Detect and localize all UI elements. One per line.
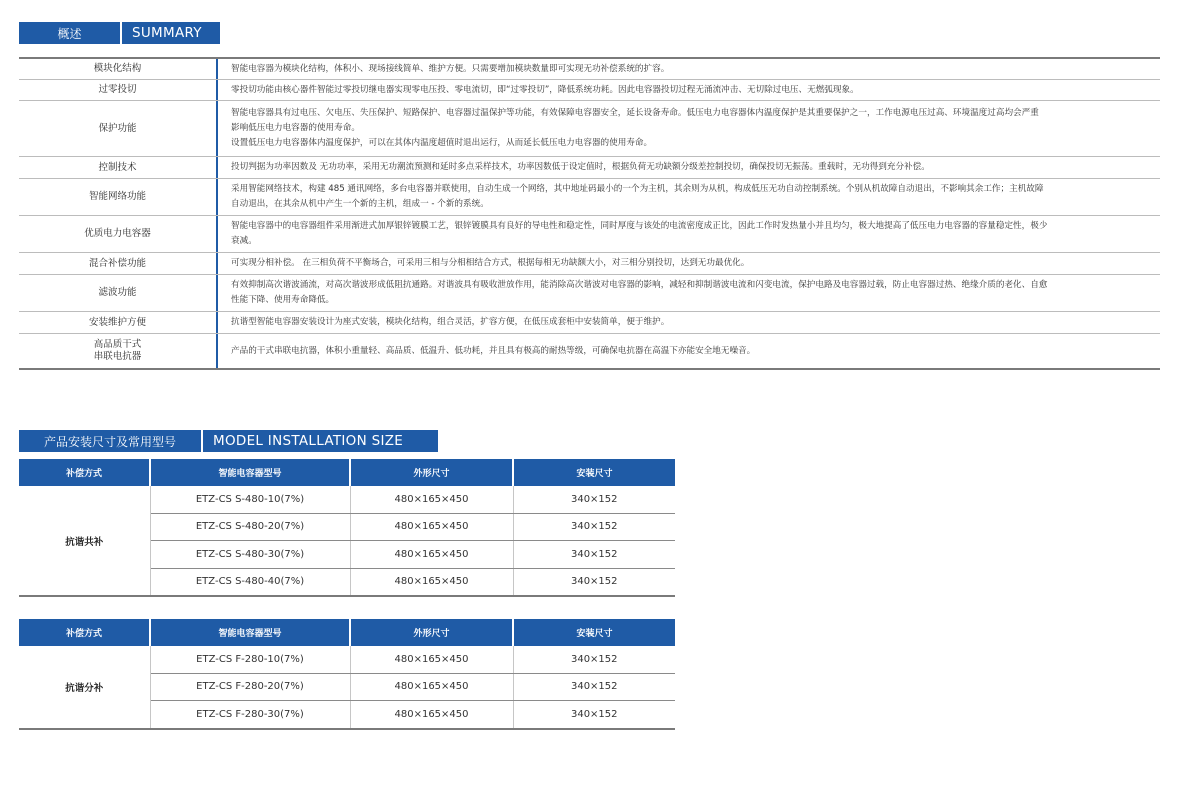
summary-row [19,253,1160,275]
dimension-cell: 480×165×450 [350,701,513,729]
model-cell: ETZ-CS S-480-10(7%) [150,486,350,513]
model-cell: ETZ-CS S-480-30(7%) [150,541,350,569]
summary-row-text: 零投切功能由核心器件智能过零投切继电器实现零电压投、零电流切，即“过零投切”，降低系统功耗。因此电容器投切过程无涌流冲击、无切除过电压、无燃弧现象。 [231,84,859,95]
summary-row [19,179,1160,216]
model-table-common [19,459,675,597]
summary-row-text: 有效抑制高次谐波涌流，对高次谐波形成低阻抗通路。对谐波具有吸收泄放作用，能消除高次谐波对电容器的影响，减轻和抑制谐波电流和闪变电流，保护电路及电容器过载，防止电容器过热、绝缘介质的老化、自愈 性能下降、使用寿命降低。 [231,280,1048,305]
table-header-row [19,459,675,486]
dimension-cell: 480×165×450 [350,673,513,701]
dimension-cell: 480×165×450 [350,646,513,673]
summary-row-label: 安装维护方便 [19,312,218,333]
model-cell: ETZ-CS S-480-20(7%) [150,513,350,541]
summary-row [19,275,1160,312]
summary-row-text: 智能电容器中的电容器组件采用渐进式加厚银锌镀膜工艺，银锌镀膜具有良好的导电性和稳定性，同时厚度与该处的电流密度成正比，因此工作时发热量小并且均匀，极大地提高了低压电力电容器的容量稳定性，极少 衰减。 [231,221,1048,246]
summary-row-text: 产品的干式串联电抗器，体积小重量轻、高品质、低温升、低功耗，并且具有极高的耐热等级，可确保电抗器在高温下亦能安全地无噪音。 [231,345,756,356]
install-cell: 340×152 [513,701,675,729]
install-cell: 340×152 [513,568,675,596]
summary-table [19,57,1160,370]
summary-row [19,312,1160,334]
dimension-cell: 480×165×450 [350,568,513,596]
compensation-mode-cell: 抗谐共补 [19,486,150,596]
dimension-cell: 480×165×450 [350,541,513,569]
summary-row-label: 混合补偿功能 [19,253,218,274]
summary-row [19,334,1160,370]
summary-row-label: 高品质干式 串联电抗器 [19,334,218,368]
compensation-mode-cell: 抗谐分补 [19,646,150,729]
summary-row [19,216,1160,253]
summary-row-text: 采用智能网络技术，构建 485 通讯网络，多台电容器并联使用，自动生成一个网络，其中地址码最小的一个为主机，其余则为从机，构成低压无功自动控制系统。个别从机故障自动退出，不影响其余工作；主机故障 自动退出，在其余从机中产生一个新的主机，组成一 - 个新的系统。 [231,184,1044,209]
model-cell: ETZ-CS F-280-10(7%) [150,646,350,673]
model-header [19,430,438,452]
summary-row-text: 智能电容器为模块化结构，体积小、现场接线简单、维护方便。只需要增加模块数量即可实现无功补偿系统的扩容。 [231,63,670,74]
dimension-cell: 480×165×450 [350,486,513,513]
col-model: 智能电容器型号 [150,619,350,646]
summary-row-label: 控制技术 [19,157,218,178]
col-compensation-mode: 补偿方式 [19,459,150,486]
model-cell: ETZ-CS S-480-40(7%) [150,568,350,596]
install-cell: 340×152 [513,513,675,541]
summary-header [19,22,220,44]
install-cell: 340×152 [513,486,675,513]
col-model: 智能电容器型号 [150,459,350,486]
summary-row [19,157,1160,179]
summary-row [19,80,1160,101]
summary-row-text: 可实现分相补偿。 在三相负荷不平衡场合，可采用三相与分相相结合方式，根据每相无功缺额大小，对三相分别投切，达到无功最优化。 [231,258,750,268]
table-header-row [19,619,675,646]
summary-row-label: 保护功能 [19,101,218,156]
summary-row-label: 智能网络功能 [19,179,218,215]
install-cell: 340×152 [513,541,675,569]
summary-row-label: 滤波功能 [19,275,218,311]
table-row [19,646,675,673]
model-title-cn: 产品安装尺寸及常用型号 [19,430,201,452]
col-dimensions: 外形尺寸 [350,459,513,486]
model-table-split [19,619,675,730]
model-cell: ETZ-CS F-280-20(7%) [150,673,350,701]
summary-row-text: 投切判据为功率因数及 无功功率，采用无功潮流预测和延时多点采样技术，功率因数低于设定值时，根据负荷无功缺额分级差控制投切，确保投切无振荡。重载时，无功得到充分补偿。 [231,162,930,172]
summary-row [19,101,1160,157]
install-cell: 340×152 [513,646,675,673]
summary-row-label: 模块化结构 [19,59,218,79]
summary-title-cn: 概述 [19,22,120,44]
model-cell: ETZ-CS F-280-30(7%) [150,701,350,729]
summary-row-text: 抗谐型智能电容器安装设计为座式安装，模块化结构，组合灵活，扩容方便，在低压成套柜中安装简单，便于维护。 [231,317,670,327]
col-dimensions: 外形尺寸 [350,619,513,646]
summary-row-label: 优质电力电容器 [19,216,218,252]
col-install-size: 安装尺寸 [513,619,675,646]
summary-title-en: SUMMARY [122,22,220,44]
summary-row-text: 智能电容器具有过电压、欠电压、失压保护、短路保护、电容器过温保护等功能，有效保障电容器安全，延长设备寿命。低压电力电容器体内温度保护是其重要保护之一，工作电源电压过高、环境温度过高均会严重 影响低压电力电容器的使用寿命。 设置低压电力电容器体内温度保护，可以在其体内温度超值时退出运行，从而延长低压电力电容器的使用寿命。 [231,108,1039,148]
summary-row [19,59,1160,80]
col-compensation-mode: 补偿方式 [19,619,150,646]
model-title-en: MODEL INSTALLATION SIZE [203,430,438,452]
table-row [19,486,675,513]
dimension-cell: 480×165×450 [350,513,513,541]
install-cell: 340×152 [513,673,675,701]
col-install-size: 安装尺寸 [513,459,675,486]
summary-row-label: 过零投切 [19,80,218,100]
